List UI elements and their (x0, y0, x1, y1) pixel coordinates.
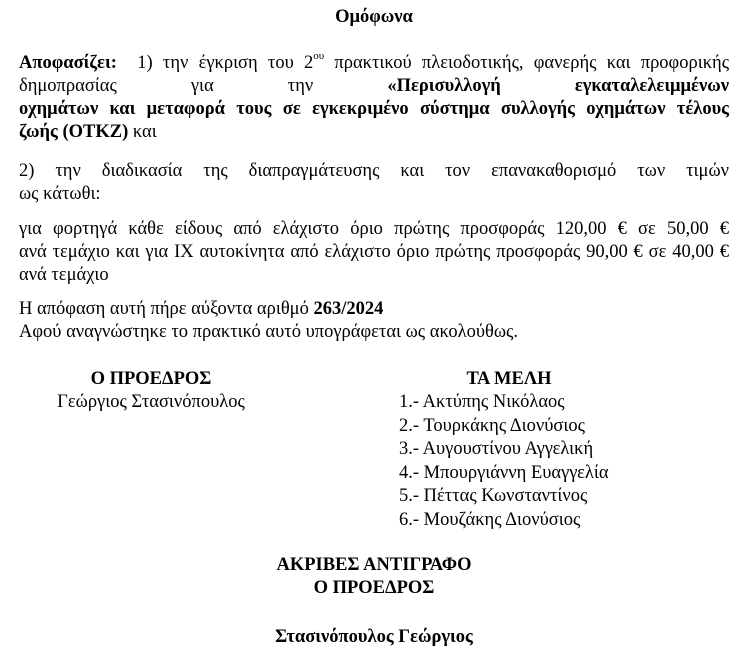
decision-item1-sup: ου (313, 49, 325, 62)
list-item: 4.- Μπουργιάννη Ευαγγελία (399, 462, 609, 483)
members-list (399, 391, 659, 532)
decision-item1-end: και (132, 122, 157, 142)
document-page (19, 0, 729, 672)
certified-copy-name: Στασινόπουλος Γεώργιος (275, 627, 473, 647)
president-title: Ο ΠΡΟΕΔΡΟΣ (90, 369, 212, 389)
certified-copy-president: Ο ΠΡΟΕΔΡΟΣ (313, 578, 435, 598)
project-title: οχημάτων και μεταφορά τους σε εγκεκριμένο σύστημα συλλογής οχημάτων τέλους (19, 99, 729, 119)
project-title: «Περισυλλογή εγκαταλελειμμένων (387, 76, 729, 96)
decision-paragraph (19, 49, 730, 144)
closing-sentence: Αφού αναγνώστηκε το πρακτικό αυτό υπογράφεται ως ακολούθως. (19, 322, 518, 342)
list-item: 1.- Ακτύπης Νικόλαος (399, 392, 565, 412)
president-name: Γεώργιος Στασινόπουλος (57, 392, 245, 412)
certified-copy-title: ΑΚΡΙΒΕΣ ΑΝΤΙΓΡΑΦΟ (276, 555, 472, 575)
list-item: 5.- Πέττας Κωνσταντίνος (399, 486, 588, 506)
president-signature (21, 368, 281, 414)
list-item: 3.- Αυγουστίνου Αγγελική (399, 439, 594, 459)
project-title: ζωής (ΟΤΚΖ) (19, 122, 129, 142)
decision-item1-text: πρακτικού πλειοδοτικής, φανερής και προφορικής (334, 53, 730, 73)
members-signature (399, 368, 659, 532)
price-paragraph (19, 218, 729, 287)
members-title: ΤΑ ΜΕΛΗ (466, 369, 552, 389)
price-text: ανά τεμάχιο (19, 265, 109, 285)
list-item: 6.- Μουζάκης Διονύσιος (399, 509, 581, 530)
decision-number-value: 263/2024 (313, 299, 384, 319)
decision-label: Αποφασίζει: (19, 53, 117, 73)
decision-item1-text: δημοπρασίας για την (19, 76, 314, 96)
decision-number-text: Η απόφαση αυτή πήρε αύξοντα αριθμό (19, 299, 309, 319)
decision-item2: 2) την διαδικασία της διαπραγμάτευσης και τον επανακαθορισμό των τιμών ως κάτωθι: (19, 161, 729, 204)
price-text: για φορτηγά κάθε είδους από ελάχιστο όριο πρώτης προσφοράς 120,00 € σε 50,00 € (19, 219, 729, 239)
list-item: 2.- Τουρκάκης Διονύσιος (399, 415, 585, 436)
price-text: ανά τεμάχιο και για ΙΧ αυτοκίνητα από ελάχιστο όριο πρώτης προσφοράς 90,00 € σε 40,00 € (19, 242, 729, 262)
document-heading: Ομόφωνα (335, 7, 413, 27)
decision-item1-prefix: 1) την έγκριση του 2 (137, 53, 314, 73)
decision-number-paragraph (19, 298, 729, 344)
